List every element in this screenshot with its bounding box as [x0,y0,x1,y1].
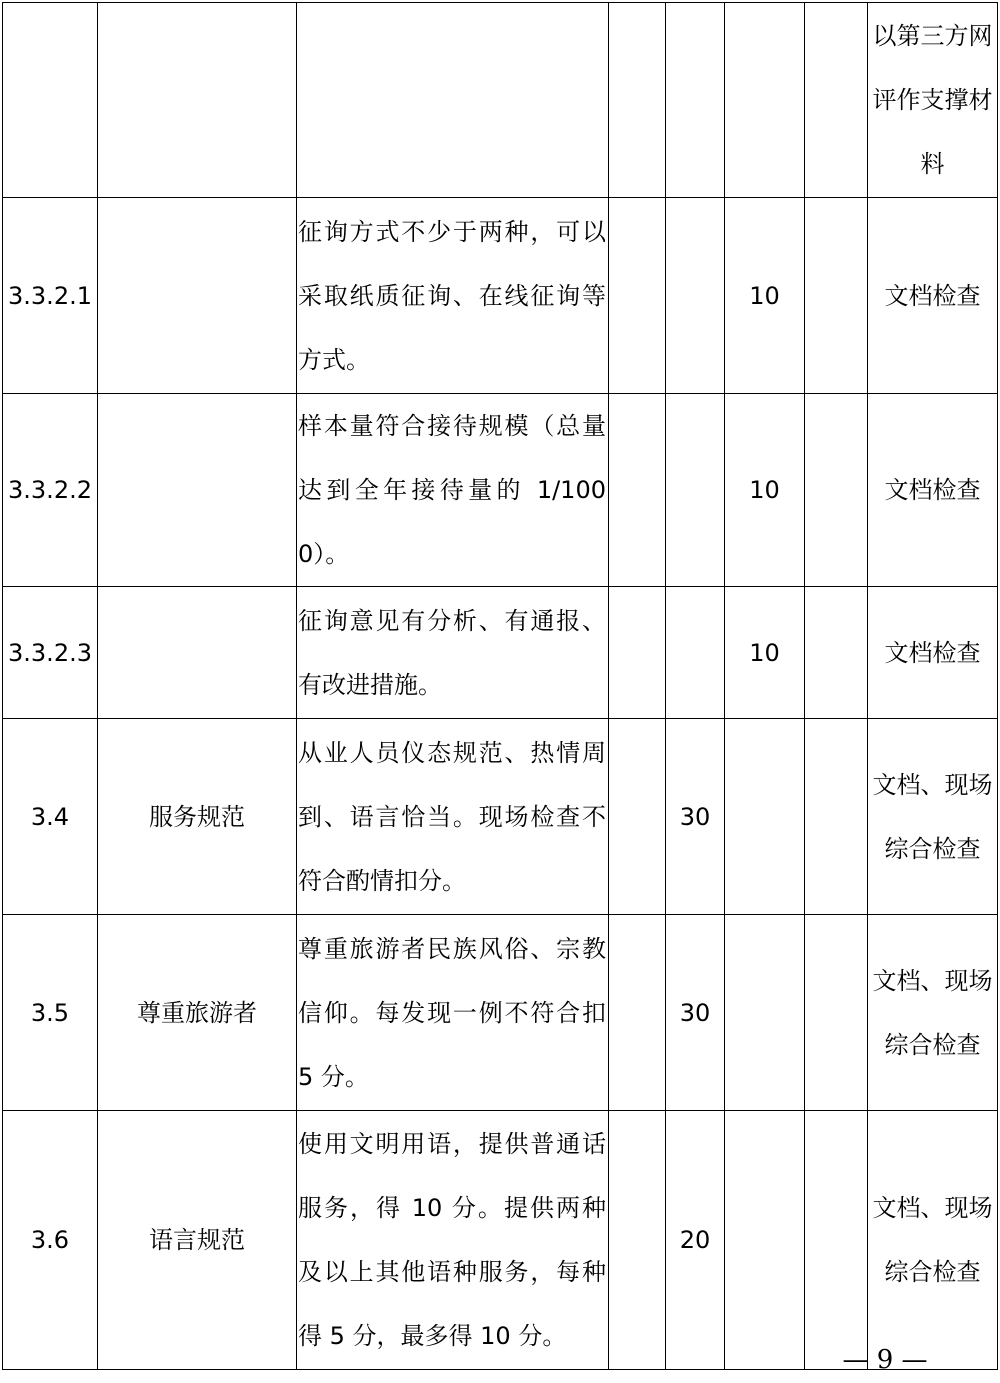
check-method-cell: 文档、现场综合检查 [868,719,998,915]
blank-cell [805,915,868,1111]
blank-cell [805,198,868,394]
score-cell [666,394,725,587]
requirement-cell: 从业人员仪态规范、热情周到、语言恰当。现场检查不符合酌情扣分。 [297,719,609,915]
score-cell: 30 [666,915,725,1111]
item-name-cell [98,198,297,394]
blank-cell [609,394,666,587]
item-name-cell [98,394,297,587]
score-cell [666,198,725,394]
item-name-cell: 尊重旅游者 [98,915,297,1111]
requirement-cell: 尊重旅游者民族风俗、宗教信仰。每发现一例不符合扣 5 分。 [297,915,609,1111]
requirement-cell: 征询方式不少于两种，可以采取纸质征询、在线征询等方式。 [297,198,609,394]
scoring-table [2,2,998,1370]
blank-cell [609,587,666,719]
item-name-cell [98,587,297,719]
requirement-cell [297,3,609,198]
table-row [3,915,998,1111]
check-method-cell: 文档检查 [868,198,998,394]
check-method-cell: 以第三方网评作支撑材料 [868,3,998,198]
sub-score-cell: 10 [725,198,805,394]
table-row [3,587,998,719]
item-id-cell: 3.3.2.2 [3,394,98,587]
sub-score-cell: 10 [725,394,805,587]
blank-cell [805,587,868,719]
score-cell [666,3,725,198]
check-method-cell: 文档、现场综合检查 [868,915,998,1111]
score-cell: 30 [666,719,725,915]
blank-cell [609,1111,666,1370]
check-method-cell: 文档检查 [868,394,998,587]
requirement-cell: 样本量符合接待规模（总量达到全年接待量的 1/1000）。 [297,394,609,587]
blank-cell [805,1111,868,1370]
table-row [3,1111,998,1370]
page-number: — 9 — [842,1345,928,1375]
sub-score-cell [725,915,805,1111]
item-id-cell: 3.3.2.1 [3,198,98,394]
blank-cell [609,719,666,915]
check-method-cell: 文档检查 [868,587,998,719]
score-cell: 20 [666,1111,725,1370]
check-method-cell: 文档、现场综合检查 [868,1111,998,1370]
item-name-cell [98,3,297,198]
table-row [3,394,998,587]
item-id-cell: 3.6 [3,1111,98,1370]
blank-cell [805,719,868,915]
blank-cell [609,915,666,1111]
sub-score-cell [725,3,805,198]
score-cell [666,587,725,719]
blank-cell [805,394,868,587]
sub-score-cell [725,1111,805,1370]
item-name-cell: 服务规范 [98,719,297,915]
item-id-cell: 3.3.2.3 [3,587,98,719]
item-id-cell [3,3,98,198]
sub-score-cell: 10 [725,587,805,719]
blank-cell [609,3,666,198]
sub-score-cell [725,719,805,915]
item-name-cell: 语言规范 [98,1111,297,1370]
requirement-cell: 征询意见有分析、有通报、有改进措施。 [297,587,609,719]
blank-cell [609,198,666,394]
table-row [3,719,998,915]
blank-cell [805,3,868,198]
requirement-cell: 使用文明用语，提供普通话服务，得 10 分。提供两种及以上其他语种服务，每种得 5 分，最多得 10 分。 [297,1111,609,1370]
item-id-cell: 3.5 [3,915,98,1111]
item-id-cell: 3.4 [3,719,98,915]
table-row [3,198,998,394]
table-row [3,3,998,198]
